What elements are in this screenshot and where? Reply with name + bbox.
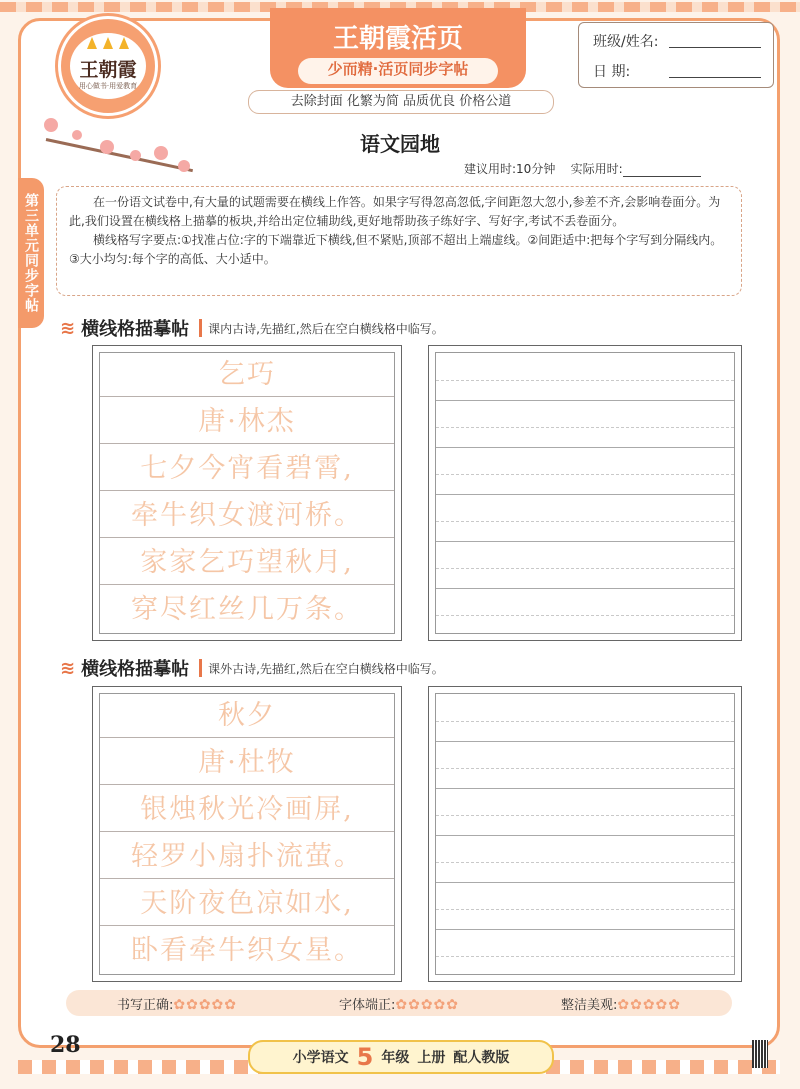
intro-paragraph-1: 在一份语文试卷中,有大量的试题需要在横线上作答。如果字写得忽高忽低,字间距忽大忽小,参差不齐,会影响卷面分。为此,我们设置在横线格上描摹的板块,并给出定位辅助线,更好地帮助孩子练好字、写好字,考试不丢卷面分。 (69, 195, 721, 228)
trace-line[interactable]: 乞巧 (100, 353, 394, 397)
date-field[interactable] (669, 77, 761, 78)
trace-line[interactable]: 天阶夜色凉如水, (100, 882, 394, 926)
trace-panel-1 (92, 345, 402, 641)
practice-line[interactable] (436, 741, 734, 789)
practice-line[interactable] (436, 353, 734, 401)
logo-name: 王朝霞 (79, 59, 137, 81)
grade-word: 年级 (381, 1050, 410, 1066)
trace-line[interactable]: 牵牛织女渡河桥。 (100, 494, 394, 538)
practice-line[interactable] (436, 694, 734, 742)
section-label: 横线格描摹帖 (81, 319, 190, 340)
practice-line[interactable] (436, 929, 734, 976)
evaluation-bar (66, 990, 732, 1016)
section-note: 课内古诗,先描红,然后在空白横线格中临写。 (208, 321, 444, 336)
side-tab: 第三单元同步字帖 (18, 178, 44, 328)
section-note: 课外古诗,先描红,然后在空白横线格中临写。 (208, 661, 444, 676)
practice-line[interactable] (436, 588, 734, 635)
blossom-icon (178, 160, 190, 172)
intro-box (56, 186, 742, 296)
trace-panel-2 (92, 686, 402, 982)
trace-line[interactable]: 秋夕 (100, 694, 394, 738)
practice-line[interactable] (436, 541, 734, 589)
subject-label: 小学语文 (292, 1050, 349, 1066)
eval-neat-label: 字体端正: (338, 997, 396, 1013)
trace-line[interactable]: 唐·杜牧 (100, 741, 394, 785)
header-banner (270, 8, 526, 88)
practice-panel-1 (428, 345, 742, 641)
actual-time-label: 实际用时: (570, 162, 623, 176)
flower-rating-icon[interactable]: ✿✿✿✿✿ (617, 996, 682, 1013)
grade-badge (248, 1040, 554, 1074)
practice-line[interactable] (436, 835, 734, 883)
actual-time-field[interactable] (623, 164, 701, 177)
suggested-time: 建议用时:10分钟 (464, 162, 556, 176)
practice-panel-2 (428, 686, 742, 982)
banner-subtitle: 少而精·活页同步字帖 (298, 58, 498, 84)
trace-line[interactable]: 七夕今宵看碧霄, (100, 447, 394, 491)
trace-line[interactable]: 卧看牵牛织女星。 (131, 935, 363, 966)
edition-label: 配人教版 (453, 1050, 510, 1066)
crown-icon (87, 37, 129, 51)
brand-logo (58, 16, 158, 116)
logo-sub: 用心做书·用爱教育 (78, 82, 138, 90)
trace-line[interactable]: 唐·林杰 (100, 400, 394, 444)
page-number: 28 (50, 1032, 81, 1058)
practice-line[interactable] (436, 494, 734, 542)
intro-paragraph-2: 横线格写字要点:①找准占位:字的下端靠近下横线,但不紧贴,顶部不超出上端虚线。②间距适中:把每个字写到分隔线内。③大小均匀:每个字的高低、大小适中。 (69, 233, 723, 266)
eval-correct-label: 书写正确: (116, 997, 174, 1013)
flower-rating-icon[interactable]: ✿✿✿✿✿ (395, 996, 460, 1013)
section-label: 横线格描摹帖 (81, 659, 190, 680)
trace-line[interactable]: 穿尽红丝几万条。 (131, 594, 363, 625)
eval-clean-label: 整洁美观: (560, 997, 618, 1013)
barcode-icon (752, 1040, 768, 1068)
banner-title: 王朝霞活页 (332, 24, 463, 54)
class-name-field[interactable] (669, 47, 761, 48)
timing-row (464, 160, 701, 177)
student-info-box (578, 22, 774, 88)
section-heading-1 (60, 316, 444, 340)
wave-icon: ≋ (60, 657, 76, 679)
trace-line[interactable]: 银烛秋光冷画屏, (100, 788, 394, 832)
practice-line[interactable] (436, 882, 734, 930)
trace-line[interactable]: 轻罗小扇扑流萤。 (100, 835, 394, 879)
wave-icon: ≋ (60, 317, 76, 339)
slogan: 去除封面 化繁为简 品质优良 价格公道 (248, 90, 554, 114)
flower-rating-icon[interactable]: ✿✿✿✿✿ (173, 996, 238, 1013)
grade-number: 5 (356, 1043, 374, 1071)
trace-line[interactable]: 家家乞巧望秋月, (100, 541, 394, 585)
practice-line[interactable] (436, 400, 734, 448)
section-heading-2 (60, 656, 444, 680)
term-label: 上册 (417, 1050, 446, 1066)
page-title: 语文园地 (360, 132, 440, 156)
practice-line[interactable] (436, 447, 734, 495)
class-name-label: 班级/姓名: (593, 34, 659, 50)
date-label: 日 期: (593, 64, 631, 80)
practice-line[interactable] (436, 788, 734, 836)
